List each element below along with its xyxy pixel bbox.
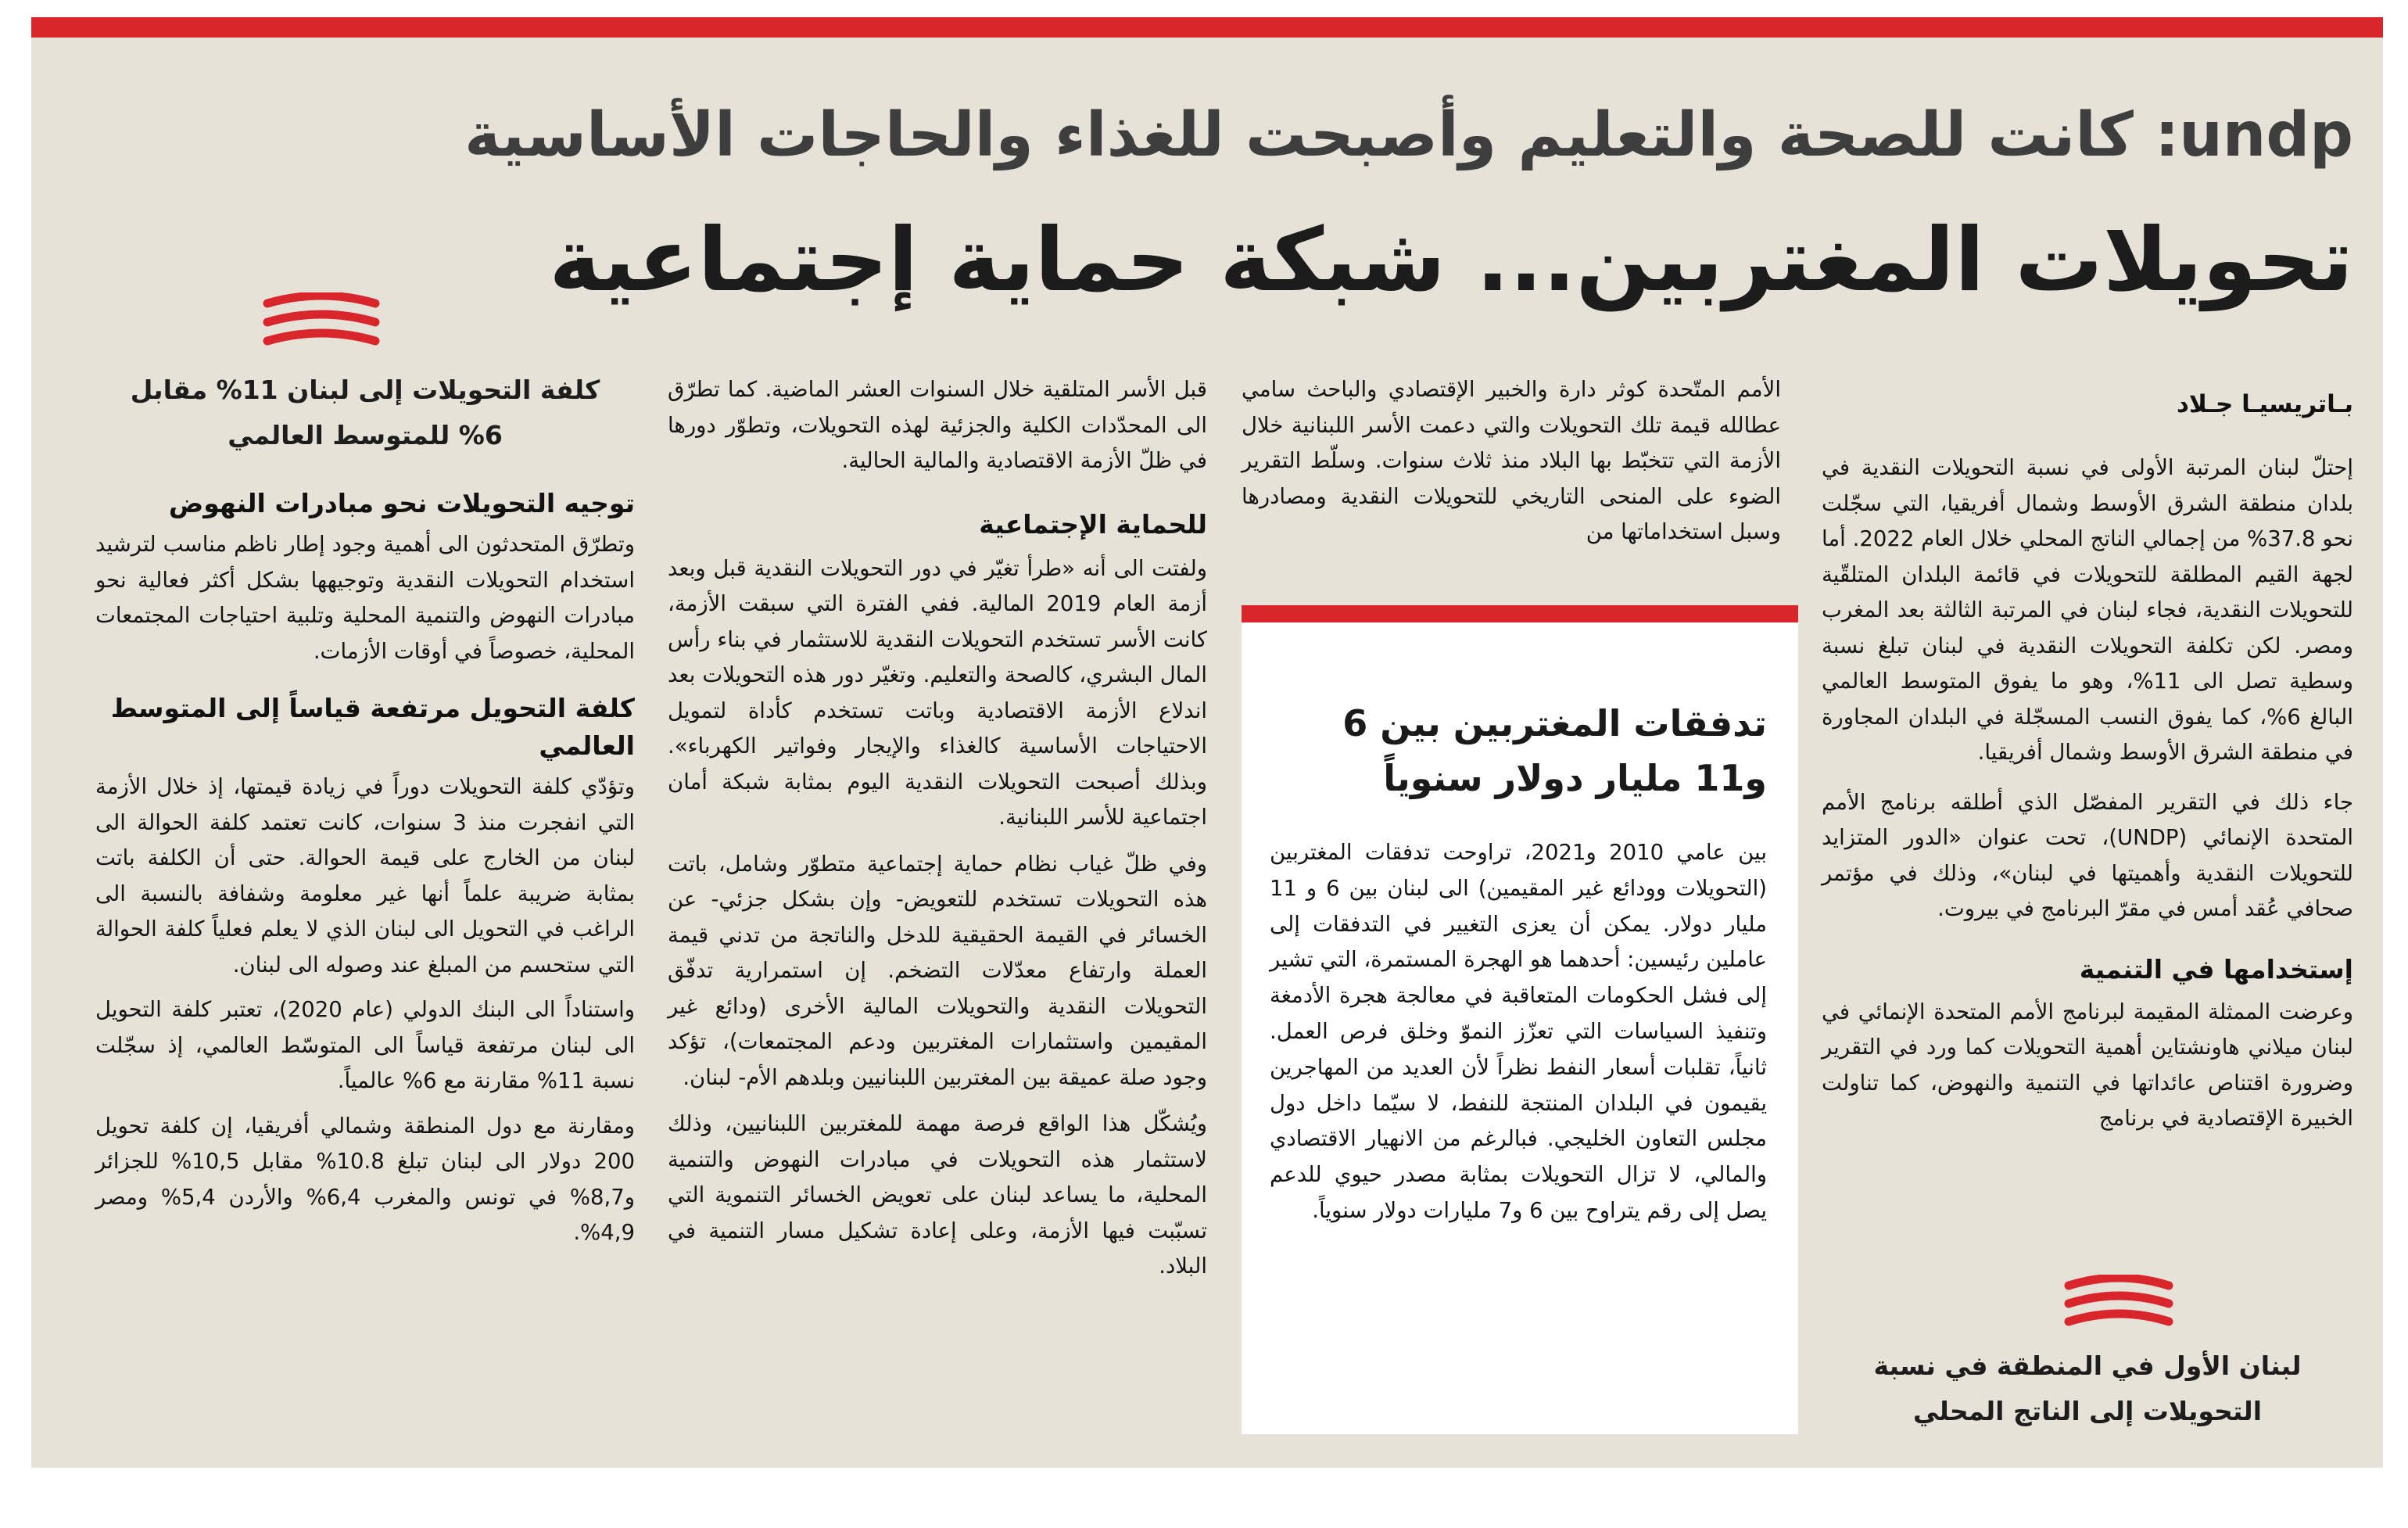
col4-subheading: كلفة التحويل مرتفعة قياساً إلى المتوسط العالمي [110,693,635,761]
byline: بـاتريسيـا جـلاد [2176,390,2353,418]
col1-paragraph: وعرضت الممثلة المقيمة لبرنامج الأمم المتحدة الإنمائي في لبنان ميلاني هاونشتاين أهمية التحويلات كما ورد في التقرير وضرورة اقتناص عائداتها في التنمية والنهوض، كما تناولت الخبيرة الإقتصادية في برنامج [1822,999,2353,1131]
col4-subheading: توجيه التحويلات نحو مبادرات النهوض [168,488,635,518]
boxout-title: تدفقات المغتربين بين 6 و11 مليار دولار سنوياً [1342,702,1767,799]
col4-paragraph: وتطرّق المتحدثون الى أهمية وجود إطار ناظم مناسب لترشيد استخدام التحويلات النقدية وتوجيهها بشكل أكثر فعالية نحو مبادرات النهوض والتنمية المحلية وتلبية احتياجات المجتمعات المحلية، خصوصاً في أوقات الأزمات. [95,532,635,664]
col3-paragraph: وفي ظلّ غياب نظام حماية إجتماعية متطوّر وشامل، باتت هذه التحويلات تستخدم للتعويض- وإن بشكل جزئي- عن الخسائر في القيمة الحقيقية للدخل والناتجة من تدني قيمة العملة وارتفاع معدّلات التضخم. إن استمرارية تدفّق التحويلات النقدية والتحويلات المالية الأخرى (ودائع غير المقيمين واستثمارات المغتربين ودعم المجتمعات)، تؤكد وجود صلة عميقة بين المغتربين اللبنانيين وبلدهم الأم- لبنان. [668,851,1207,1090]
top-accent-bar [31,17,2383,38]
col2-paragraph: الأمم المتّحدة كوثر دارة والخبير الإقتصادي والباحث سامي عطالله قيمة تلك التحويلات والتي دعمت الأسر اللبنانية خلال الأزمة التي تتخبّط بها البلاد منذ ثلاث سنوات. وسلّط التقرير الضوء على المنحى التاريخي للتحويلات النقدية ومصادرها وسبل استخداماتها من [1242,377,1781,544]
lebanon-flag-icon [263,292,380,352]
col3-paragraph: ويُشكّل هذا الواقع فرصة مهمة للمغتربين اللبنانيين، وذلك لاستثمار هذه التحويلات في مبادرات النهوض والتنمية المحلية، ما يساعد لبنان على تعويض الخسائر التنموية التي تسبّبت فيها الأزمة، وعلى إعادة تشكيل مسار التنمية في البلاد. [668,1111,1207,1279]
col3-paragraph: قبل الأسر المتلقية خلال السنوات العشر الماضية. كما تطرّق الى المحدّدات الكلية والجزئية لهذه التحويلات، وتطوّر دورها في ظلّ الأزمة الاقتصادية والمالية الحالية. [668,377,1207,473]
column-2 [1242,372,1781,551]
lebanon-flag-icon [2064,1275,2173,1333]
col1-subheading: إستخدامها في التنمية [2079,953,2353,985]
col3-subheading: للحماية الإجتماعية [979,508,1207,540]
col4-paragraph: واستناداً الى البنك الدولي (عام 2020)، تعتبر كلفة التحويل الى لبنان مرتفعة قياساً الى المتوسّط العالمي، إذ سجّلت نسبة 11% مقارنة مع 6% عالمياً. [95,997,635,1093]
column-3 [668,372,1207,1285]
article-headline: تحويلات المغتربين... شبكة حماية إجتماعية [549,210,2353,311]
article-kicker: undp: كانت للصحة والتعليم وأصبحت للغذاء والحاجات الأساسية [464,100,2353,170]
col4-paragraph: وتؤدّي كلفة التحويلات دوراً في زيادة قيمتها، إذ خلال الأزمة التي انفجرت منذ 3 سنوات، كانت تعتمد كلفة الحوالة الى لبنان من الخارج على قيمة الحوالة. حتى أن الكلفة باتت بمثابة ضريبة علماً أنها غير معلومة وشفافة بالنسبة الى الراغب في التحويل الى لبنان الذي لا يعلم فعلياً كلفة الحوالة التي ستحسم من المبلغ عند وصوله الى لبنان. [95,774,635,977]
col4-paragraph: ومقارنة مع دول المنطقة وشمالي أفريقيا، إن كلفة تحويل 200 دولار الى لبنان تبلغ 10.8% مقابل 10,5% للجزائر و8,7% في تونس والمغرب 6,4% والأردن 5,4% ومصر 4,9%. [95,1113,636,1245]
boxout-body: بين عامي 2010 و2021، تراوحت تدفقات المغتربين (التحويلات وودائع غير المقيمين) الى لبنان بين 6 و 11 مليار دولار. يمكن أن يعزى التغيير في التدفقات إلى عاملين رئيسين: أحدهما هو الهجرة المستمرة، التي تشير إلى فشل الحكومات المتعاقبة في معالجة هجرة الأدمغة وتنفيذ السياسات التي تعزّز النموّ وخلق فرص العمل. ثانياً، تقلبات أسعار النفط نظراً لأن العديد من المهاجرين يقيمون في البلدان المنتجة للنفط، لا سيّما داخل دول مجلس التعاون الخليجي. فبالرغم من الانهيار الاقتصادي والمالي، لا تزال التحويلات بمثابة مصدر حيوي للدعم يصل إلى رقم يتراوح بين 6 و7 مليارات دولار سنوياً. [1270,840,1768,1223]
boxout-panel [1242,605,1798,1434]
boxout-accent-bar [1242,605,1798,622]
pull-quote-top: كلفة التحويلات إلى لبنان 11% مقابل 6% للمتوسط العالمي [130,375,600,450]
col1-paragraph: جاء ذلك في التقرير المفصّل الذي أطلقه برنامج الأمم المتحدة الإنمائي (UNDP)، تحت عنوان «الدور المتزايد للتحويلات النقدية وأهميتها في لبنان»، وذلك في مؤتمر صحافي عُقد أمس في مقرّ البرنامج في بيروت. [1822,789,2353,921]
pull-quote-bottom: لبنان الأول في المنطقة في نسبة التحويلات إلى الناتج المحلي [1873,1350,2302,1426]
newspaper-page [31,17,2383,1468]
column-4 [95,368,635,1251]
column-1 [1822,385,2353,1137]
col3-paragraph: ولفتت الى أنه «طرأ تغيّر في دور التحويلات النقدية قبل وبعد أزمة العام 2019 المالية. ففي الفترة التي سبقت الأزمة، كانت الأسر تستخدم التحويلات النقدية للاستثمار في بناء رأس المال البشري، كالصحة والتعليم. وتغيّر دور هذه التحويلات بعد اندلاع الأزمة الاقتصادية وباتت تستخدم كأداة لتمويل الاحتياجات الأساسية كالغذاء والإيجار وفواتير الكهرباء». وبذلك أصبحت التحويلات النقدية اليوم بمثابة شبكة أمان اجتماعية للأسر اللبنانية. [668,555,1207,830]
col1-paragraph: إحتلّ لبنان المرتبة الأولى في نسبة التحويلات النقدية في بلدان منطقة الشرق الأوسط وشمال أفريقيا، التي سجّلت نحو 37.8% من إجمالي الناتج المحلي خلال العام 2022. أما لجهة القيم المطلقة للتحويلات في قائمة البلدان المتلقّية للتحويلات النقدية، فجاء لبنان في المرتبة الثالثة بعد المغرب ومصر. لكن تكلفة التحويلات النقدية في لبنان تبلغ نسبة وسطية تصل الى 11%، وهو ما يفوق المتوسط العالمي البالغ 6%، كما يفوق النسب المسجّلة في البلدان المجاورة في منطقة الشرق الأوسط وشمال أفريقيا. [1822,455,2354,765]
